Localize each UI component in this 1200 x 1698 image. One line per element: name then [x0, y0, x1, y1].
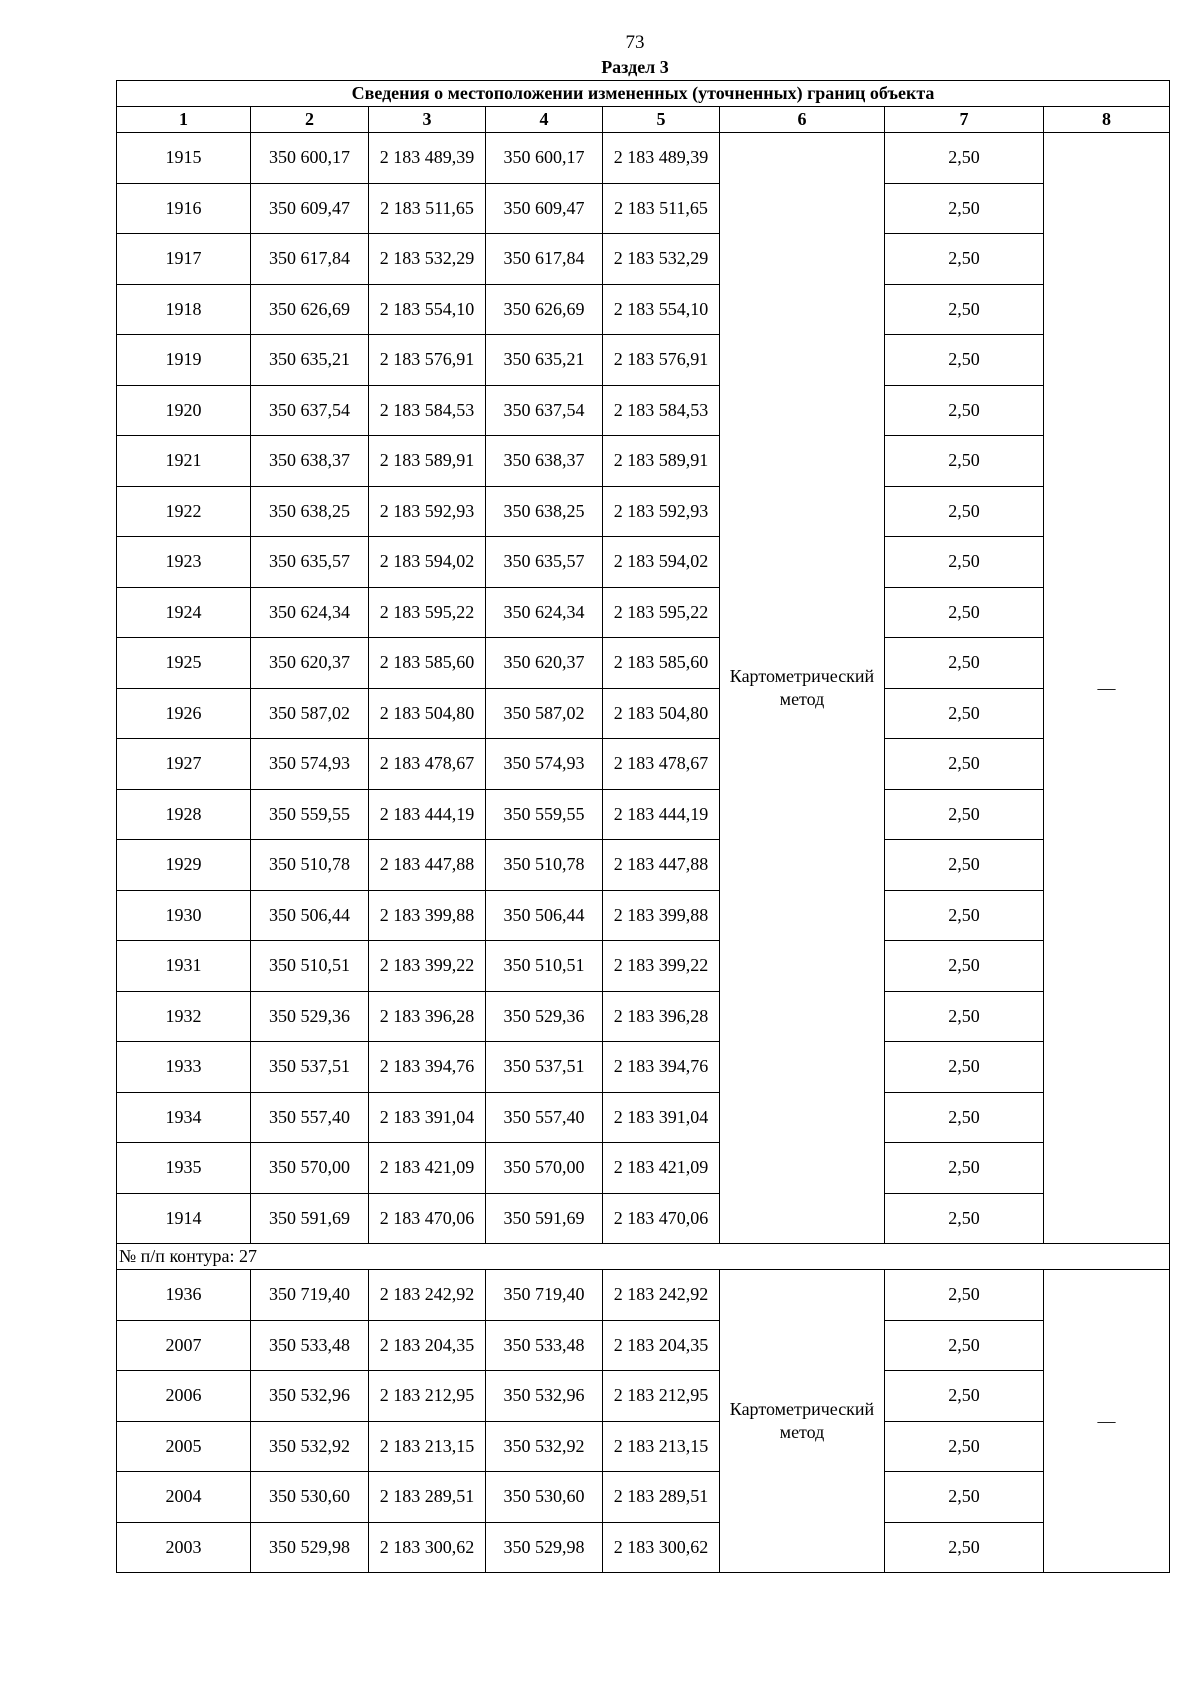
y-coordinate-cell: 2 183 204,35	[369, 1320, 486, 1371]
accuracy-cell: 2,50	[885, 840, 1044, 891]
page-number: 73	[625, 32, 645, 53]
y-coordinate-cell: 2 183 212,95	[369, 1371, 486, 1422]
y-coordinate-cell: 2 183 242,92	[369, 1270, 486, 1321]
table-row	[117, 688, 1170, 739]
x-coordinate-cell: 350 557,40	[251, 1092, 369, 1143]
y-coordinate-cell: 2 183 300,62	[369, 1522, 486, 1573]
x-refined-cell: 350 620,37	[486, 638, 603, 689]
x-coordinate-cell: 350 529,36	[251, 991, 369, 1042]
y-refined-cell: 2 183 554,10	[603, 284, 720, 335]
column-header: 1	[117, 107, 251, 133]
table-row	[117, 638, 1170, 689]
y-refined-cell: 2 183 399,22	[603, 941, 720, 992]
y-coordinate-cell: 2 183 554,10	[369, 284, 486, 335]
y-refined-cell: 2 183 212,95	[603, 1371, 720, 1422]
y-refined-cell: 2 183 595,22	[603, 587, 720, 638]
x-coordinate-cell: 350 530,60	[251, 1472, 369, 1523]
table-row	[117, 537, 1170, 588]
x-refined-cell: 350 638,25	[486, 486, 603, 537]
accuracy-cell: 2,50	[885, 1522, 1044, 1573]
x-coordinate-cell: 350 609,47	[251, 183, 369, 234]
x-refined-cell: 350 532,92	[486, 1421, 603, 1472]
y-refined-cell: 2 183 300,62	[603, 1522, 720, 1573]
point-number-cell: 1914	[117, 1193, 251, 1244]
x-coordinate-cell: 350 591,69	[251, 1193, 369, 1244]
table-row	[117, 1320, 1170, 1371]
point-number-cell: 1928	[117, 789, 251, 840]
column-header: 4	[486, 107, 603, 133]
point-number-cell: 1917	[117, 234, 251, 285]
y-coordinate-cell: 2 183 585,60	[369, 638, 486, 689]
accuracy-cell: 2,50	[885, 133, 1044, 184]
table-row	[117, 133, 1170, 184]
y-refined-cell: 2 183 592,93	[603, 486, 720, 537]
x-refined-cell: 350 626,69	[486, 284, 603, 335]
y-refined-cell: 2 183 532,29	[603, 234, 720, 285]
accuracy-cell: 2,50	[885, 1320, 1044, 1371]
accuracy-cell: 2,50	[885, 941, 1044, 992]
table-row	[117, 385, 1170, 436]
table-row	[117, 335, 1170, 386]
x-coordinate-cell: 350 533,48	[251, 1320, 369, 1371]
accuracy-cell: 2,50	[885, 1371, 1044, 1422]
x-coordinate-cell: 350 637,54	[251, 385, 369, 436]
table-row	[117, 890, 1170, 941]
section-title: Раздел 3	[601, 57, 669, 77]
column-header: 3	[369, 107, 486, 133]
table-caption: Сведения о местоположении измененных (уточненных) границ объекта	[117, 81, 1170, 107]
y-refined-cell: 2 183 289,51	[603, 1472, 720, 1523]
table-row	[117, 739, 1170, 790]
accuracy-cell: 2,50	[885, 638, 1044, 689]
x-refined-cell: 350 506,44	[486, 890, 603, 941]
y-coordinate-cell: 2 183 394,76	[369, 1042, 486, 1093]
y-coordinate-cell: 2 183 213,15	[369, 1421, 486, 1472]
accuracy-cell: 2,50	[885, 183, 1044, 234]
y-coordinate-cell: 2 183 447,88	[369, 840, 486, 891]
x-refined-cell: 350 591,69	[486, 1193, 603, 1244]
accuracy-cell: 2,50	[885, 335, 1044, 386]
column-header: 7	[885, 107, 1044, 133]
table-row	[117, 1522, 1170, 1573]
y-coordinate-cell: 2 183 421,09	[369, 1143, 486, 1194]
table-row	[117, 991, 1170, 1042]
x-refined-cell: 350 635,57	[486, 537, 603, 588]
y-refined-cell: 2 183 589,91	[603, 436, 720, 487]
table-row	[117, 840, 1170, 891]
table-row	[117, 1421, 1170, 1472]
point-number-cell: 2004	[117, 1472, 251, 1523]
point-number-cell: 1931	[117, 941, 251, 992]
accuracy-cell: 2,50	[885, 1042, 1044, 1093]
table-row	[117, 1042, 1170, 1093]
accuracy-cell: 2,50	[885, 739, 1044, 790]
column-header: 5	[603, 107, 720, 133]
x-refined-cell: 350 570,00	[486, 1143, 603, 1194]
table-row	[117, 1472, 1170, 1523]
x-refined-cell: 350 609,47	[486, 183, 603, 234]
x-coordinate-cell: 350 537,51	[251, 1042, 369, 1093]
table-row	[117, 1092, 1170, 1143]
y-refined-cell: 2 183 504,80	[603, 688, 720, 739]
accuracy-cell: 2,50	[885, 1193, 1044, 1244]
x-coordinate-cell: 350 635,57	[251, 537, 369, 588]
y-refined-cell: 2 183 213,15	[603, 1421, 720, 1472]
table-row	[117, 587, 1170, 638]
y-coordinate-cell: 2 183 396,28	[369, 991, 486, 1042]
contour-label: № п/п контура: 27	[117, 1244, 1170, 1270]
x-coordinate-cell: 350 532,96	[251, 1371, 369, 1422]
y-coordinate-cell: 2 183 594,02	[369, 537, 486, 588]
point-number-cell: 1923	[117, 537, 251, 588]
x-coordinate-cell: 350 620,37	[251, 638, 369, 689]
point-number-cell: 1927	[117, 739, 251, 790]
table-body	[117, 81, 1170, 1573]
y-refined-cell: 2 183 478,67	[603, 739, 720, 790]
table-row	[117, 234, 1170, 285]
accuracy-cell: 2,50	[885, 1270, 1044, 1321]
method-cell: Картометрический метод	[720, 133, 885, 1244]
x-coordinate-cell: 350 600,17	[251, 133, 369, 184]
method-cell: Картометрический метод	[720, 1270, 885, 1573]
y-coordinate-cell: 2 183 592,93	[369, 486, 486, 537]
x-refined-cell: 350 557,40	[486, 1092, 603, 1143]
boundary-coordinates-table	[116, 80, 1170, 1573]
point-number-cell: 1926	[117, 688, 251, 739]
y-refined-cell: 2 183 584,53	[603, 385, 720, 436]
column-header-row	[117, 107, 1170, 133]
accuracy-cell: 2,50	[885, 1092, 1044, 1143]
accuracy-cell: 2,50	[885, 234, 1044, 285]
x-refined-cell: 350 587,02	[486, 688, 603, 739]
y-coordinate-cell: 2 183 399,88	[369, 890, 486, 941]
table-row	[117, 1193, 1170, 1244]
x-refined-cell: 350 719,40	[486, 1270, 603, 1321]
x-refined-cell: 350 530,60	[486, 1472, 603, 1523]
accuracy-cell: 2,50	[885, 587, 1044, 638]
point-number-cell: 1920	[117, 385, 251, 436]
x-refined-cell: 350 600,17	[486, 133, 603, 184]
point-number-cell: 1935	[117, 1143, 251, 1194]
x-refined-cell: 350 638,37	[486, 436, 603, 487]
x-coordinate-cell: 350 510,51	[251, 941, 369, 992]
x-coordinate-cell: 350 617,84	[251, 234, 369, 285]
point-number-cell: 1918	[117, 284, 251, 335]
column-8-cell: —	[1044, 133, 1170, 1244]
point-number-cell: 1929	[117, 840, 251, 891]
x-refined-cell: 350 559,55	[486, 789, 603, 840]
x-refined-cell: 350 533,48	[486, 1320, 603, 1371]
x-refined-cell: 350 574,93	[486, 739, 603, 790]
point-number-cell: 1925	[117, 638, 251, 689]
x-coordinate-cell: 350 559,55	[251, 789, 369, 840]
accuracy-cell: 2,50	[885, 991, 1044, 1042]
table-row	[117, 1270, 1170, 1321]
point-number-cell: 1919	[117, 335, 251, 386]
y-coordinate-cell: 2 183 532,29	[369, 234, 486, 285]
y-refined-cell: 2 183 394,76	[603, 1042, 720, 1093]
point-number-cell: 1916	[117, 183, 251, 234]
table-row	[117, 183, 1170, 234]
y-coordinate-cell: 2 183 504,80	[369, 688, 486, 739]
x-coordinate-cell: 350 570,00	[251, 1143, 369, 1194]
y-refined-cell: 2 183 585,60	[603, 638, 720, 689]
table-row	[117, 486, 1170, 537]
point-number-cell: 2007	[117, 1320, 251, 1371]
y-refined-cell: 2 183 511,65	[603, 183, 720, 234]
y-coordinate-cell: 2 183 391,04	[369, 1092, 486, 1143]
x-refined-cell: 350 617,84	[486, 234, 603, 285]
y-coordinate-cell: 2 183 399,22	[369, 941, 486, 992]
point-number-cell: 2006	[117, 1371, 251, 1422]
x-refined-cell: 350 510,78	[486, 840, 603, 891]
y-refined-cell: 2 183 204,35	[603, 1320, 720, 1371]
y-refined-cell: 2 183 421,09	[603, 1143, 720, 1194]
x-coordinate-cell: 350 719,40	[251, 1270, 369, 1321]
y-refined-cell: 2 183 489,39	[603, 133, 720, 184]
accuracy-cell: 2,50	[885, 537, 1044, 588]
accuracy-cell: 2,50	[885, 890, 1044, 941]
y-coordinate-cell: 2 183 589,91	[369, 436, 486, 487]
y-refined-cell: 2 183 470,06	[603, 1193, 720, 1244]
x-coordinate-cell: 350 638,37	[251, 436, 369, 487]
y-coordinate-cell: 2 183 478,67	[369, 739, 486, 790]
y-coordinate-cell: 2 183 289,51	[369, 1472, 486, 1523]
point-number-cell: 2003	[117, 1522, 251, 1573]
accuracy-cell: 2,50	[885, 1421, 1044, 1472]
accuracy-cell: 2,50	[885, 1143, 1044, 1194]
column-header: 8	[1044, 107, 1170, 133]
y-coordinate-cell: 2 183 595,22	[369, 587, 486, 638]
table-row	[117, 941, 1170, 992]
x-refined-cell: 350 624,34	[486, 587, 603, 638]
x-refined-cell: 350 529,98	[486, 1522, 603, 1573]
accuracy-cell: 2,50	[885, 486, 1044, 537]
y-refined-cell: 2 183 444,19	[603, 789, 720, 840]
point-number-cell: 1921	[117, 436, 251, 487]
x-coordinate-cell: 350 638,25	[251, 486, 369, 537]
x-refined-cell: 350 510,51	[486, 941, 603, 992]
table-row	[117, 1143, 1170, 1194]
x-refined-cell: 350 635,21	[486, 335, 603, 386]
y-refined-cell: 2 183 391,04	[603, 1092, 720, 1143]
accuracy-cell: 2,50	[885, 436, 1044, 487]
x-coordinate-cell: 350 624,34	[251, 587, 369, 638]
contour-row	[117, 1244, 1170, 1270]
y-coordinate-cell: 2 183 511,65	[369, 183, 486, 234]
accuracy-cell: 2,50	[885, 688, 1044, 739]
table-row	[117, 789, 1170, 840]
accuracy-cell: 2,50	[885, 284, 1044, 335]
column-header: 2	[251, 107, 369, 133]
point-number-cell: 1930	[117, 890, 251, 941]
point-number-cell: 1915	[117, 133, 251, 184]
y-refined-cell: 2 183 396,28	[603, 991, 720, 1042]
table-row	[117, 284, 1170, 335]
y-refined-cell: 2 183 576,91	[603, 335, 720, 386]
y-refined-cell: 2 183 594,02	[603, 537, 720, 588]
x-coordinate-cell: 350 635,21	[251, 335, 369, 386]
x-coordinate-cell: 350 587,02	[251, 688, 369, 739]
point-number-cell: 1922	[117, 486, 251, 537]
x-coordinate-cell: 350 532,92	[251, 1421, 369, 1472]
y-refined-cell: 2 183 447,88	[603, 840, 720, 891]
x-refined-cell: 350 529,36	[486, 991, 603, 1042]
y-coordinate-cell: 2 183 584,53	[369, 385, 486, 436]
x-coordinate-cell: 350 506,44	[251, 890, 369, 941]
accuracy-cell: 2,50	[885, 789, 1044, 840]
x-coordinate-cell: 350 510,78	[251, 840, 369, 891]
point-number-cell: 1924	[117, 587, 251, 638]
y-refined-cell: 2 183 399,88	[603, 890, 720, 941]
accuracy-cell: 2,50	[885, 385, 1044, 436]
table-caption-row	[117, 81, 1170, 107]
y-coordinate-cell: 2 183 444,19	[369, 789, 486, 840]
y-coordinate-cell: 2 183 470,06	[369, 1193, 486, 1244]
point-number-cell: 1934	[117, 1092, 251, 1143]
table-row	[117, 1371, 1170, 1422]
point-number-cell: 2005	[117, 1421, 251, 1472]
table-row	[117, 436, 1170, 487]
y-refined-cell: 2 183 242,92	[603, 1270, 720, 1321]
point-number-cell: 1932	[117, 991, 251, 1042]
x-coordinate-cell: 350 574,93	[251, 739, 369, 790]
accuracy-cell: 2,50	[885, 1472, 1044, 1523]
column-header: 6	[720, 107, 885, 133]
x-coordinate-cell: 350 626,69	[251, 284, 369, 335]
y-coordinate-cell: 2 183 489,39	[369, 133, 486, 184]
point-number-cell: 1933	[117, 1042, 251, 1093]
column-8-cell: —	[1044, 1270, 1170, 1573]
x-refined-cell: 350 532,96	[486, 1371, 603, 1422]
y-coordinate-cell: 2 183 576,91	[369, 335, 486, 386]
x-refined-cell: 350 637,54	[486, 385, 603, 436]
point-number-cell: 1936	[117, 1270, 251, 1321]
x-coordinate-cell: 350 529,98	[251, 1522, 369, 1573]
x-refined-cell: 350 537,51	[486, 1042, 603, 1093]
